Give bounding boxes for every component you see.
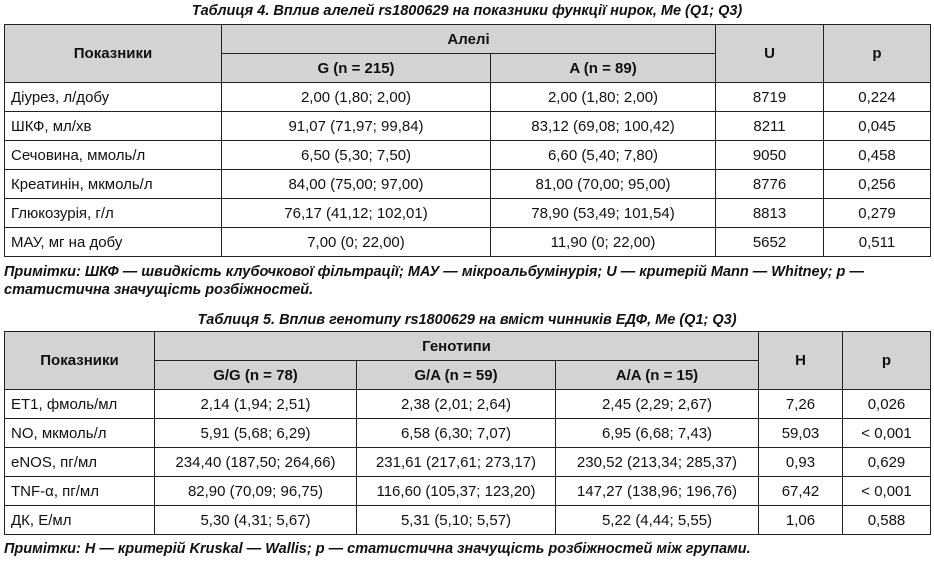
- p-value-cell: 0,511: [824, 228, 931, 257]
- table4: [4, 24, 931, 257]
- table-row: [5, 228, 931, 257]
- h-value-cell: 7,26: [759, 390, 843, 419]
- genotype-ga-cell: 6,58 (6,30; 7,07): [357, 419, 556, 448]
- p-value-cell: 0,629: [843, 448, 931, 477]
- table4-header-u: U: [716, 25, 824, 83]
- u-value-cell: 9050: [716, 141, 824, 170]
- h-value-cell: 0,93: [759, 448, 843, 477]
- indicator-cell: Креатинін, мкмоль/л: [5, 170, 222, 199]
- allele-a-cell: 6,60 (5,40; 7,80): [491, 141, 716, 170]
- indicator-cell: TNF-α, пг/мл: [5, 477, 155, 506]
- h-value-cell: 67,42: [759, 477, 843, 506]
- genotype-gg-cell: 2,14 (1,94; 2,51): [155, 390, 357, 419]
- genotype-aa-cell: 230,52 (213,34; 285,37): [556, 448, 759, 477]
- table-row: [5, 199, 931, 228]
- p-value-cell: 0,026: [843, 390, 931, 419]
- u-value-cell: 8211: [716, 112, 824, 141]
- allele-g-cell: 76,17 (41,12; 102,01): [222, 199, 491, 228]
- genotype-aa-cell: 2,45 (2,29; 2,67): [556, 390, 759, 419]
- u-value-cell: 8776: [716, 170, 824, 199]
- h-value-cell: 59,03: [759, 419, 843, 448]
- table-row: [5, 170, 931, 199]
- table5-header-h: H: [759, 332, 843, 390]
- table4-header-alleles: Алелі: [222, 25, 716, 54]
- table5-header-row: [5, 332, 931, 361]
- table4-header-a: A (n = 89): [491, 54, 716, 83]
- table4-caption: Таблиця 4. Вплив алелей rs1800629 на показники функції нирок, Ме (Q1; Q3): [191, 3, 743, 19]
- table-row: [5, 390, 931, 419]
- table5-header-p: p: [843, 332, 931, 390]
- allele-g-cell: 84,00 (75,00; 97,00): [222, 170, 491, 199]
- p-value-cell: 0,458: [824, 141, 931, 170]
- table-row: [5, 83, 931, 112]
- allele-a-cell: 11,90 (0; 22,00): [491, 228, 716, 257]
- allele-a-cell: 78,90 (53,49; 101,54): [491, 199, 716, 228]
- p-value-cell: 0,256: [824, 170, 931, 199]
- genotype-gg-cell: 234,40 (187,50; 264,66): [155, 448, 357, 477]
- genotype-aa-cell: 147,27 (138,96; 196,76): [556, 477, 759, 506]
- indicator-cell: ДК, Е/мл: [5, 506, 155, 535]
- allele-a-cell: 83,12 (69,08; 100,42): [491, 112, 716, 141]
- p-value-cell: 0,279: [824, 199, 931, 228]
- genotype-aa-cell: 6,95 (6,68; 7,43): [556, 419, 759, 448]
- genotype-aa-cell: 5,22 (4,44; 5,55): [556, 506, 759, 535]
- table5: [4, 331, 931, 535]
- table-row: [5, 419, 931, 448]
- genotype-gg-cell: 5,91 (5,68; 6,29): [155, 419, 357, 448]
- table4-header-indicators: Показники: [5, 25, 222, 83]
- table-row: [5, 506, 931, 535]
- table4-header-row: [5, 25, 931, 54]
- indicator-cell: eNOS, пг/мл: [5, 448, 155, 477]
- table4-note: Примітки: ШКФ — швидкість клубочкової фільтрації; МАУ — мікроальбумінурія; U — критерій Mann — Whitney; p — статистична значущість розбіжностей.: [4, 264, 864, 298]
- table4-header-p: p: [824, 25, 931, 83]
- genotype-ga-cell: 231,61 (217,61; 273,17): [357, 448, 556, 477]
- indicator-cell: МАУ, мг на добу: [5, 228, 222, 257]
- u-value-cell: 5652: [716, 228, 824, 257]
- table5-header-ga: G/A (n = 59): [357, 361, 556, 390]
- table5-header-genotypes: Генотипи: [155, 332, 759, 361]
- table-row: [5, 141, 931, 170]
- genotype-ga-cell: 116,60 (105,37; 123,20): [357, 477, 556, 506]
- allele-a-cell: 81,00 (70,00; 95,00): [491, 170, 716, 199]
- table5-caption: Таблиця 5. Вплив генотипу rs1800629 на вміст чинників ЕДФ, Ме (Q1; Q3): [197, 312, 737, 328]
- indicator-cell: NO, мкмоль/л: [5, 419, 155, 448]
- indicator-cell: ЕТ1, фмоль/мл: [5, 390, 155, 419]
- indicator-cell: ШКФ, мл/хв: [5, 112, 222, 141]
- allele-a-cell: 2,00 (1,80; 2,00): [491, 83, 716, 112]
- allele-g-cell: 2,00 (1,80; 2,00): [222, 83, 491, 112]
- genotype-ga-cell: 5,31 (5,10; 5,57): [357, 506, 556, 535]
- table-row: [5, 477, 931, 506]
- p-value-cell: 0,588: [843, 506, 931, 535]
- u-value-cell: 8813: [716, 199, 824, 228]
- genotype-ga-cell: 2,38 (2,01; 2,64): [357, 390, 556, 419]
- table5-note: Примітки: H — критерій Kruskal — Wallis; p — статистична значущість розбіжностей між групами.: [4, 541, 751, 557]
- p-value-cell: 0,045: [824, 112, 931, 141]
- genotype-gg-cell: 5,30 (4,31; 5,67): [155, 506, 357, 535]
- table5-header-aa: A/A (n = 15): [556, 361, 759, 390]
- p-value-cell: < 0,001: [843, 419, 931, 448]
- table5-header-gg: G/G (n = 78): [155, 361, 357, 390]
- allele-g-cell: 6,50 (5,30; 7,50): [222, 141, 491, 170]
- u-value-cell: 8719: [716, 83, 824, 112]
- p-value-cell: 0,224: [824, 83, 931, 112]
- p-value-cell: < 0,001: [843, 477, 931, 506]
- indicator-cell: Діурез, л/добу: [5, 83, 222, 112]
- indicator-cell: Сечовина, ммоль/л: [5, 141, 222, 170]
- genotype-gg-cell: 82,90 (70,09; 96,75): [155, 477, 357, 506]
- table4-header-g: G (n = 215): [222, 54, 491, 83]
- table5-header-indicators: Показники: [5, 332, 155, 390]
- h-value-cell: 1,06: [759, 506, 843, 535]
- indicator-cell: Глюкозурія, г/л: [5, 199, 222, 228]
- table-row: [5, 112, 931, 141]
- allele-g-cell: 7,00 (0; 22,00): [222, 228, 491, 257]
- table-row: [5, 448, 931, 477]
- allele-g-cell: 91,07 (71,97; 99,84): [222, 112, 491, 141]
